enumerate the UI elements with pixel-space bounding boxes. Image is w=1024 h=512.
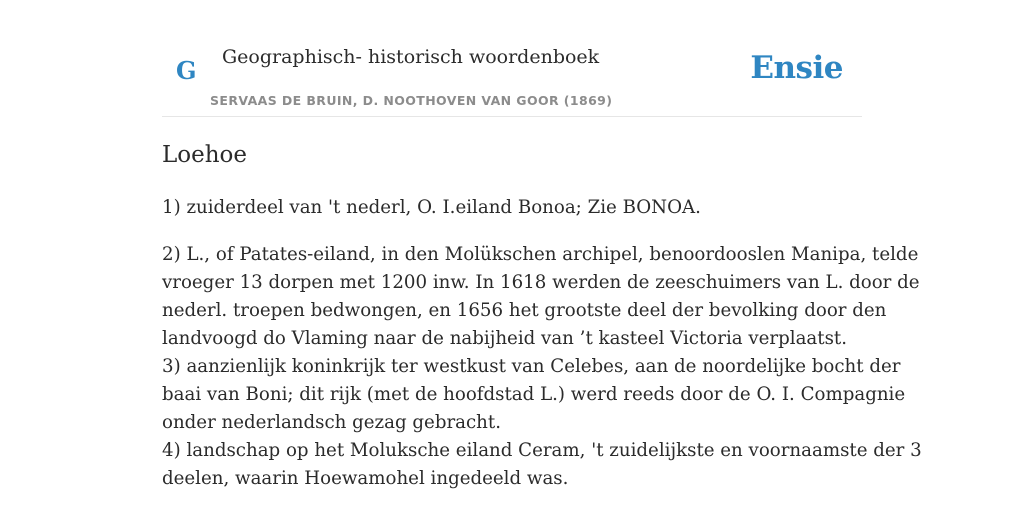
site-header (162, 0, 862, 117)
entry-line: 1) zuiderdeel van 't nederl, O. I.eiland Bonoa; Zie BONOA. (162, 197, 701, 218)
entry-line: onder nederlandsch gezag gebracht. (162, 412, 501, 433)
entry-line: 2) L., of Patates-eiland, in den Molükschen archipel, benoordooslen Manipa, telde (162, 244, 919, 265)
entry-line: vroeger 13 dorpen met 1200 inw. In 1618 werden de zeeschuimers van L. door de (162, 272, 920, 293)
book-logo-letter[interactable]: G (176, 56, 197, 85)
entry-paragraph (162, 241, 922, 493)
ensie-logo-link[interactable]: Ensie (750, 50, 843, 86)
book-author: SERVAAS DE BRUIN, D. NOOTHOVEN VAN GOOR (1869) (210, 93, 613, 108)
entry-body (162, 194, 922, 493)
book-title-link[interactable]: Geographisch- historisch woordenboek (222, 46, 600, 68)
entry-line: nederl. troepen bedwongen, en 1656 het grootste deel der bevolking door den (162, 300, 887, 321)
entry-line: baai van Boni; dit rijk (met de hoofdstad L.) werd reeds door de O. I. Compagnie (162, 384, 906, 405)
entry-line: deelen, waarin Hoewamohel ingedeeld was. (162, 468, 569, 489)
entry-title: Loehoe (162, 142, 248, 168)
entry-content (162, 138, 922, 493)
entry-line: landvoogd do Vlaming naar de nabijheid van ’t kasteel Victoria verplaatst. (162, 328, 847, 349)
entry-line: 4) landschap op het Moluksche eiland Ceram, 't zuidelijkste en voornaamste der 3 (162, 440, 922, 461)
entry-line: 3) aanzienlijk koninkrijk ter westkust van Celebes, aan de noordelijke bocht der (162, 356, 901, 377)
entry-paragraph (162, 194, 862, 222)
